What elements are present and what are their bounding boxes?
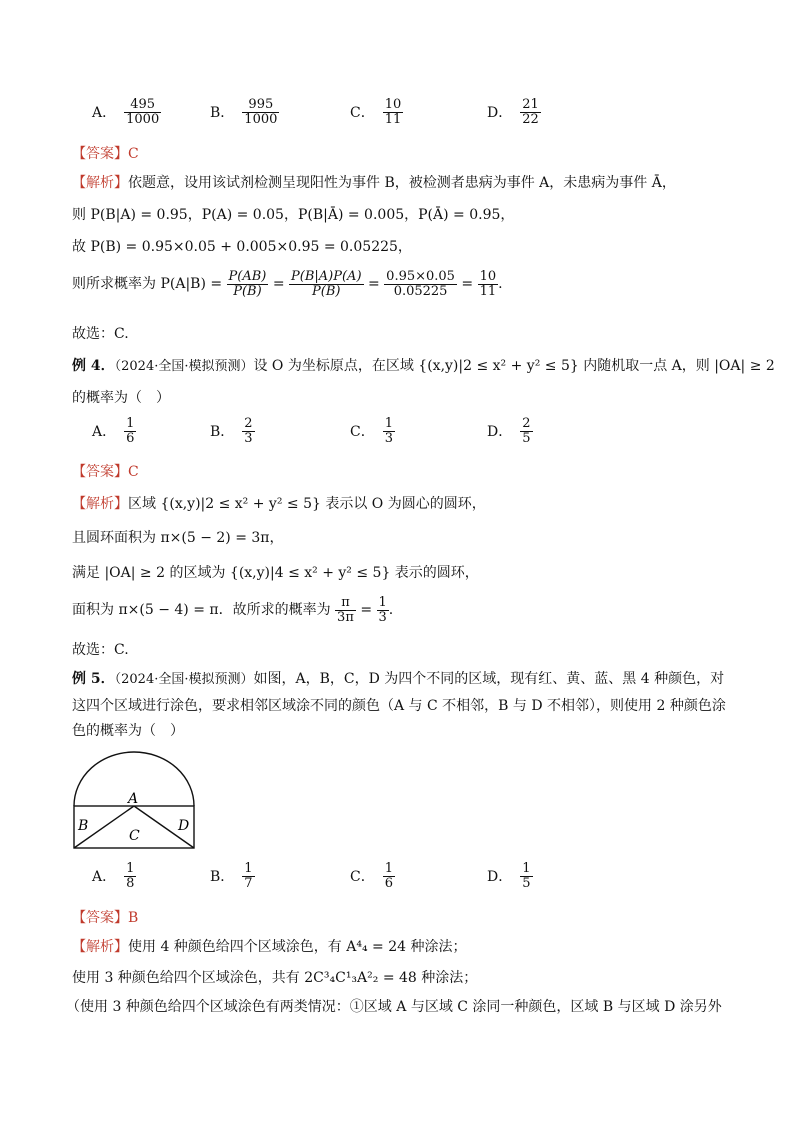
answer-value: B — [128, 910, 139, 926]
denominator: 1000 — [244, 111, 278, 127]
denominator: 8 — [126, 875, 135, 891]
question-source: （2024·全国·模拟预测） — [114, 672, 254, 687]
answer-tag: 【答案】 — [72, 146, 128, 162]
option-label: A． — [92, 424, 117, 441]
analysis-text: 则所求概率为 P(A|B) = — [72, 276, 223, 293]
q3-analysis-2: 则 P(B|A) = 0.95，P(A) = 0.05，P(B|Ā) = 0.005，P(Ā) = 0.95， — [72, 207, 515, 223]
numerator: 1 — [126, 416, 135, 431]
answer-tag: 【答案】 — [72, 910, 128, 926]
option-label: C． — [350, 424, 375, 441]
answer-value: C — [128, 464, 139, 480]
q5-analysis-3: （使用 3 种颜色给四个区域涂色有两类情况：①区域 A 与区域 C 涂同一种颜色，区域 B 与区域 D 涂另外 — [66, 999, 722, 1015]
numerator: 1 — [522, 861, 531, 876]
region-figure — [70, 748, 198, 852]
numerator: 1 — [244, 861, 253, 876]
q5-stem-1 — [72, 668, 724, 688]
q5-option-a — [92, 862, 136, 890]
q3-analysis-3: 故 P(B) = 0.95×0.05 + 0.005×0.95 = 0.05225， — [72, 239, 412, 255]
q5-option-c — [350, 862, 395, 890]
denominator: 11 — [384, 111, 402, 127]
numerator: 0.95×0.05 — [386, 269, 455, 284]
option-label: D． — [487, 424, 513, 441]
label-b: B — [78, 818, 89, 834]
denominator: 0.05225 — [384, 284, 457, 299]
option-fraction — [383, 98, 404, 126]
numerator: 10 — [479, 269, 497, 284]
q4-conclusion: 故选：C. — [72, 642, 129, 658]
analysis-text: 区域 {(x,y)|2 ≤ x² + y² ≤ 5} 表示以 O 为圆心的圆环， — [128, 496, 486, 512]
numerator: 1 — [384, 861, 393, 876]
q5-option-d — [487, 862, 533, 890]
fraction — [384, 270, 457, 298]
option-fraction — [383, 862, 395, 890]
option-label: A． — [92, 105, 117, 122]
q4-stem-2: 的概率为（ ） — [72, 390, 170, 406]
option-fraction — [520, 862, 532, 890]
question-label: 例 4． — [72, 358, 115, 374]
question-text: 如图，A，B，C，D 为四个不同的区域，现有红、黄、蓝、黑 4 种颜色，对 — [253, 671, 725, 687]
fraction — [335, 596, 356, 624]
numerator: 1 — [378, 595, 387, 610]
denominator: 7 — [244, 875, 253, 891]
analysis-text: 面积为 π×(5 − 4) = π．故所求的概率为 — [72, 602, 331, 619]
analysis-tag: 【解析】 — [72, 939, 128, 955]
option-fraction — [242, 417, 254, 445]
denominator: 3π — [337, 609, 354, 625]
fraction — [377, 596, 389, 624]
option-fraction — [124, 417, 136, 445]
q3-option-a — [92, 98, 161, 126]
q5-option-b — [210, 862, 255, 890]
answer-tag: 【答案】 — [72, 464, 128, 480]
denominator: 5 — [522, 875, 531, 891]
denominator: 5 — [522, 430, 531, 446]
option-label: D． — [487, 105, 513, 122]
option-label: B． — [210, 424, 235, 441]
q5-analysis-1 — [72, 936, 467, 956]
q5-stem-2: 这四个区域进行涂色，要求相邻区域涂不同的颜色（A 与 C 不相邻，B 与 D 不相邻），则使用 2 种颜色涂 — [72, 698, 726, 714]
label-d: D — [178, 818, 190, 834]
question-source: （2024·全国·模拟预测） — [114, 359, 254, 374]
option-fraction — [124, 98, 161, 126]
q5-stem-3: 色的概率为（ ） — [72, 723, 184, 739]
question-label: 例 5． — [72, 671, 115, 687]
analysis-tag: 【解析】 — [72, 175, 128, 191]
option-label: C． — [350, 869, 375, 886]
numerator: 495 — [130, 97, 156, 112]
question-text: 设 O 为坐标原点，在区域 {(x,y)|2 ≤ x² + y² ≤ 5} 内随机取一点 A，则 |OA| ≥ 2 — [253, 358, 775, 374]
option-label: C． — [350, 105, 375, 122]
numerator: 995 — [248, 97, 274, 112]
q5-answer — [72, 907, 138, 927]
analysis-text: 依题意，设用该试剂检测呈现阳性为事件 B，被检测者患病为事件 A，未患病为事件 Ā， — [128, 175, 676, 191]
q4-analysis-2: 且圆环面积为 π×(5 − 2) = 3π， — [72, 530, 284, 546]
option-fraction — [124, 862, 136, 890]
fraction — [289, 270, 364, 298]
q4-option-a — [92, 417, 136, 445]
denominator: 3 — [378, 609, 387, 625]
numerator: 2 — [244, 416, 253, 431]
denominator: 22 — [522, 111, 539, 127]
q3-conclusion: 故选：C. — [72, 326, 129, 342]
denominator: 3 — [244, 430, 253, 446]
q5-analysis-2: 使用 3 种颜色给四个区域涂色，共有 2C³₄C¹₃A²₂ = 48 种涂法； — [72, 970, 478, 986]
fraction — [478, 270, 499, 298]
option-fraction — [383, 417, 395, 445]
option-label: B． — [210, 869, 235, 886]
numerator: 1 — [384, 416, 393, 431]
numerator: π — [341, 595, 350, 610]
q4-analysis-3: 满足 |OA| ≥ 2 的区域为 {(x,y)|4 ≤ x² + y² ≤ 5} 表示的圆环， — [72, 565, 479, 581]
q4-analysis-4: 面积为 π×(5 − 4) = π．故所求的概率为 $\frac{\pi}{3\pi}$ = $\frac{1}{3}$ . — [72, 595, 394, 625]
analysis-tag: 【解析】 — [72, 496, 128, 512]
q4-option-c — [350, 417, 395, 445]
option-fraction — [242, 98, 279, 126]
option-label: B． — [210, 105, 235, 122]
numerator: 1 — [126, 861, 135, 876]
denominator: 6 — [126, 430, 135, 446]
option-label: A． — [92, 869, 117, 886]
q4-answer — [72, 461, 139, 481]
denominator: 11 — [479, 283, 497, 299]
q3-analysis-1 — [72, 172, 676, 192]
q3-option-c — [350, 98, 403, 126]
numerator: 21 — [522, 97, 539, 112]
denominator: 1000 — [126, 111, 160, 127]
denominator: P(B) — [289, 284, 364, 299]
numerator: P(AB) — [228, 269, 267, 284]
fraction — [227, 270, 269, 298]
option-label: D． — [487, 869, 513, 886]
analysis-text: 使用 4 种颜色给四个区域涂色，有 A⁴₄ = 24 种涂法； — [128, 939, 467, 955]
q4-option-b — [210, 417, 255, 445]
q4-analysis-1 — [72, 493, 486, 513]
numerator: 2 — [522, 416, 531, 431]
q3-option-b — [210, 98, 279, 126]
q4-option-d — [487, 417, 533, 445]
q3-analysis-4: 则所求概率为 P(A|B) = $\frac{P(AB)}{P(B)}$ = $\frac{P(B|A)P(A)}{P(B)}$ = $\frac{0.95\times 0.05}{0.05225}$ = $\frac{10}{11}$ . — [72, 269, 503, 299]
label-c: C — [129, 828, 140, 844]
answer-value: C — [128, 146, 139, 162]
denominator: 6 — [384, 875, 393, 891]
denominator: 3 — [384, 430, 393, 446]
q3-option-d — [487, 98, 541, 126]
numerator: P(B|A)P(A) — [291, 269, 362, 284]
option-fraction — [520, 98, 541, 126]
option-fraction — [520, 417, 532, 445]
denominator: P(B) — [227, 284, 269, 299]
option-fraction — [242, 862, 254, 890]
q3-answer — [72, 143, 139, 163]
label-a: A — [128, 791, 139, 807]
q4-stem-1 — [72, 355, 775, 375]
numerator: 10 — [384, 97, 402, 112]
